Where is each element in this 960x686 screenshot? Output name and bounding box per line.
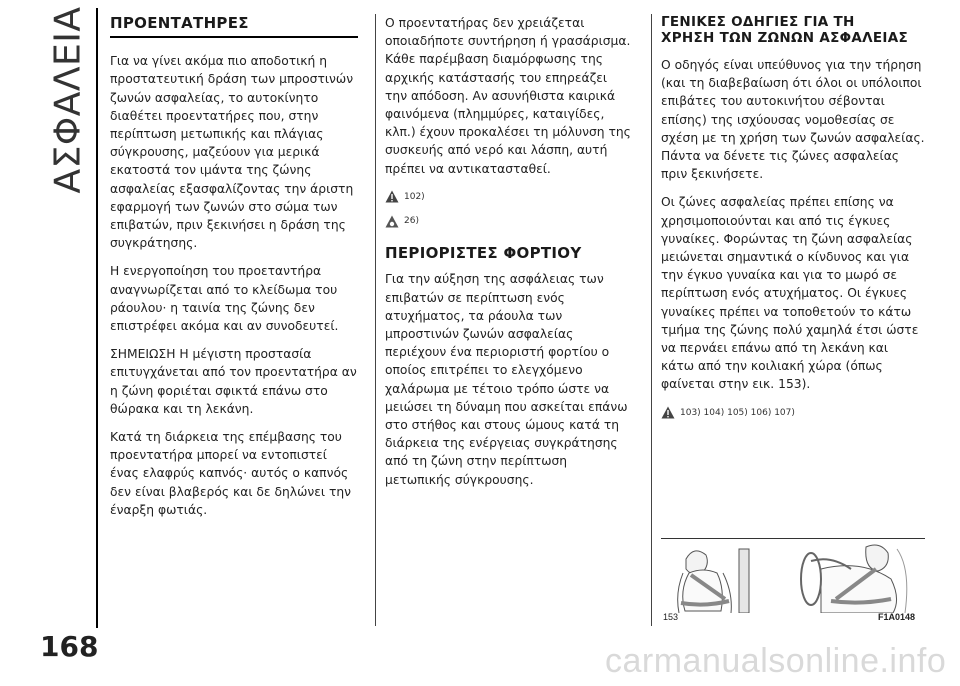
column-2 [385, 14, 633, 499]
section-heading-load-limiters: ΠΕΡΙΟΡΙΣΤΕΣ ΦΟΡΤΙΟΥ [385, 244, 582, 263]
warning-triangle-icon [661, 406, 675, 419]
seatbelt-illustration [661, 539, 925, 613]
warning-ref-text: 102) [404, 191, 425, 202]
caution-drop-icon [385, 215, 399, 228]
paragraph: Κατά τη διάρκεια της επέμβασης του προεντατήρα μπορεί να εντοπιστεί ένας ελαφρύς καπνός· αυτός ο καπνός δεν είναι βλαβερός και δε δηλώνει την έναρξη φωτιάς. [110, 430, 352, 517]
side-title-text: ΑΣΦΑΛΕΙΑ [47, 6, 89, 194]
heading-line: ΓΕΝΙΚΕΣ ΟΔΗΓΙΕΣ ΓΙΑ ΤΗ [661, 14, 855, 30]
figure-number: 153 [663, 612, 679, 622]
paragraph: Οι ζώνες ασφαλείας πρέπει επίσης να χρησιμοποιούνται και από τις έγκυες γυναίκες. Φορώντας τη ζώνη ασφαλείας μειώνεται σημαντικά ο κίνδυνος και για την έγκυο γυναίκα και για το μωρό σε περίπτωση ενός ατυχήματος. Οι έγκυες γυναίκες πρέπει να τοποθετούν το κάτω τμήμα της ζώνης πολύ χαμηλά έτσι ώστε να περνάει επάνω από τη λεκάνη και κάτω από την κοιλιακή χώρα (όπως φαίνεται στην εικ. 153). [661, 195, 919, 392]
caution-reference [385, 212, 633, 230]
column-3 [661, 14, 925, 424]
warning-reference [661, 404, 925, 422]
caution-ref-text: 26) [404, 216, 419, 227]
section-heading-pretensioners: ΠΡΟΕΝΤΑΤΗΡΕΣ [110, 14, 358, 38]
column-1 [110, 14, 358, 529]
heading-line: ΧΡΗΣΗ ΤΩΝ ΖΩΝΩΝ ΑΣΦΑΛΕΙΑΣ [661, 30, 908, 46]
page-number: 168 [40, 630, 99, 663]
paragraph: Ο προεντατήρας δεν χρειάζεται οποιαδήποτε συντήρηση ή γρασάρισμα. Κάθε παρέμβαση διαμόρφωσης της αρχικής κατάστασής του επηρεάζει την απόδοση. Αν ασυνήθιστα καιρικά φαινόμενα (πλημμύρες, καταιγίδες, κλπ.) έχουν προκαλέσει τη μόλυνση της συσκευής από νερό και λάσπη, αυτή πρέπει να αντικατασταθεί. [385, 16, 631, 176]
figure-code: F1A0148 [878, 612, 916, 622]
section-heading-general-instructions [661, 14, 925, 46]
paragraph: Ο οδηγός είναι υπεύθυνος για την τήρηση (και τη διαβεβαίωση ότι όλοι οι υπόλοιποι επιβάτες του αυτοκινήτου σέβονται επίσης) της ισχύουσας νομοθεσίας σε σχέση με τη χρήση των ζωνών ασφαλείας. Πάντα να δένετε τις ζώνες ασφαλείας πριν ξεκινήσετε. [661, 58, 925, 182]
side-divider [96, 8, 98, 628]
paragraph: Για την αύξηση της ασφάλειας των επιβατών σε περίπτωση ενός ατυχήματος, τα ράουλα των μπροστινών ζωνών ασφαλείας περιέχουν ένα περιοριστή φορτίου ο οποίος επιτρέπει το ελεγχόμενο χαλάρωμα με τέτοιο τρόπο ώστε να μειώσει τη δύναμη που ασκείται επάνω στο στήθος και στους ώμους κατά τη διάρκεια της ενέργειας συγκράτησης από τη ζώνη στην περίπτωση μετωπικής σύγκρουσης. [385, 272, 628, 487]
watermark: carmanualsonline.info [605, 642, 947, 680]
paragraph: Για να γίνει ακόμα πιο αποδοτική η προστατευτική δράση των μπροστινών ζωνών ασφαλείας, το αυτοκίνητο διαθέτει προεντατήρες που, στην περίπτωση μετωπικής και πλάγιας σύγκρουσης, μαζεύουν για μερικά εκατοστά τον ιμάντα της ζώνης ασφαλείας εξασφαλίζοντας την άριστη εφαρμογή των ζωνών στο σώμα των επιβατών, πριν ξεκινήσει η δράση της συγκράτησης. [110, 54, 354, 251]
note-paragraph: ΣΗΜΕΙΩΣΗ Η μέγιστη προστασία επιτυγχάνεται από τον προεντατήρα αν η ζώνη φοριέται σφικτά επάνω στο θώρακα και τη λεκάνη. [110, 347, 357, 416]
warning-ref-text: 103) 104) 105) 106) 107) [680, 407, 795, 418]
warning-triangle-icon [385, 190, 399, 203]
side-section-title [40, 6, 96, 194]
column-divider-1 [375, 14, 376, 626]
column-divider-2 [651, 14, 652, 626]
warning-reference [385, 188, 633, 206]
paragraph: Η ενεργοποίηση του προεταντήρα αναγνωρίζεται από το κλείδωμα του ράουλου· η ταινία της ζώνης δεν επιστρέφει ακόμα και αν συνοδευτεί. [110, 264, 339, 334]
